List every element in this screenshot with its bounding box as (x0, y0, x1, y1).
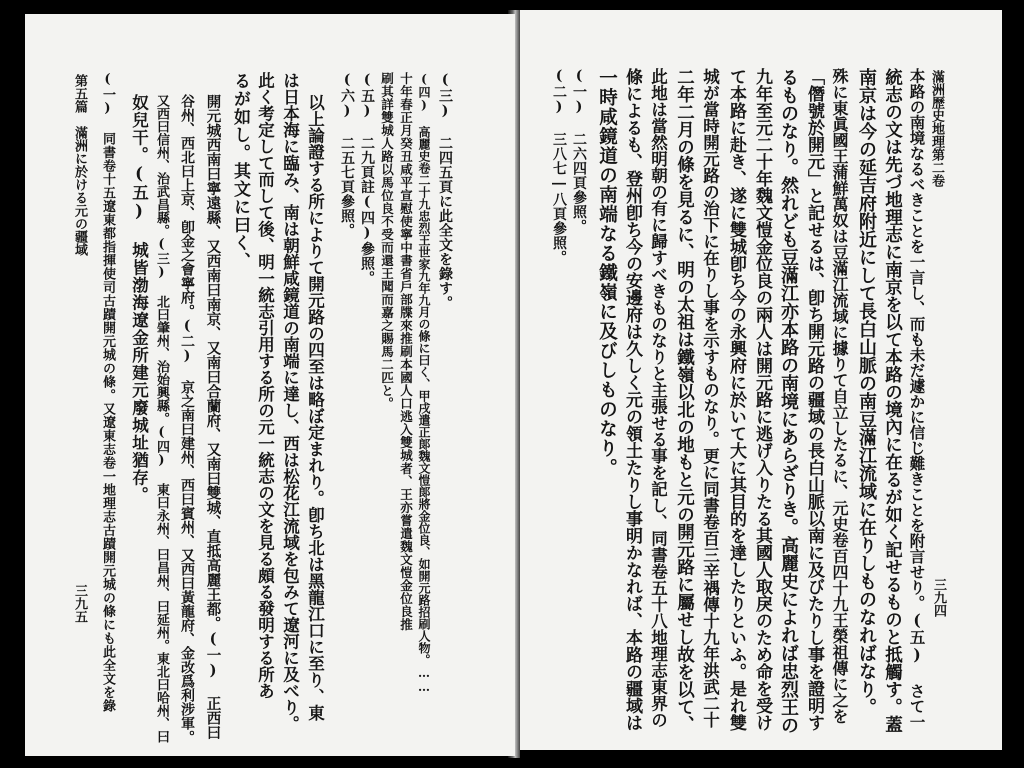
body-line: 南京は今の延吉府附近にして長白山脈の南豆滿江流域に在りしものなればなり。 (856, 68, 877, 716)
body-line: 一時咸鏡道の南端なる鐵嶺に及びしものなり。 (596, 68, 618, 478)
footnote: (六) 二五七頁參照。 (339, 72, 355, 238)
page-number: 三九四 (931, 578, 946, 617)
footnote: (二) 三八七―八頁參照。 (551, 68, 567, 265)
body-line: は日本海に臨み、南は朝鮮咸鏡道の南端に達し、西は松花江流域を包みて遼河に及べり。 (280, 72, 300, 732)
footnote: (一) 同書卷十五遼東都指揮使司古蹟開元城の條。又遼東志卷一地理志古蹟開元城の條にも此全文を錄 (100, 72, 115, 713)
footnote: (一) 二六四頁參照。 (571, 68, 587, 234)
footnote: (四) 高麗史卷二十九忠烈王世家九年九月の條に曰く、甲戌遣正郞魏文愷郞將金位良、如開元路招刷人物。…… (417, 72, 431, 694)
page-number: 三九五 (72, 584, 87, 623)
right-page (520, 10, 1002, 750)
body-line: 此く考定して而して後、明一統志引用する所の元一統志の文を見る頗る發明する所あ (255, 72, 275, 699)
footnote: (三) 二四五頁に此全文を錄す。 (437, 72, 453, 310)
footnote: (五) 二九頁註(四)參照。 (359, 72, 375, 285)
body-line: 「僭號於開元」と記せるは、卽ち開元路の疆域の長白山脈以南に及びたりし事を證明す (804, 68, 824, 731)
body-line: 殊に東眞國王蒲鮮萬奴は豆滿江流域に據りて自立したるに、元史卷百四十九王榮祖傳に之を (830, 68, 849, 724)
quote-line: 開元城西南曰寧遠縣、又西南曰南京、又南曰合蘭府、又南曰雙城、直抵高麗王都。(一) 正西曰 (204, 94, 222, 740)
footnote: 刷其詳雙城人路以馬位良不受而還王聞而嘉之賜馬二匹と。 (379, 72, 395, 410)
body-line: 二年二月の條を見るに、明の太祖は鐵嶺以北の地もと元の開元路に屬せし故を以て、 (674, 68, 695, 733)
body-line: るが如し。其文に曰く、 (230, 72, 250, 270)
body-line: 統志の文は先づ地理志に南京を以て本路の境內に在るが如く記せるものと抵觸す。蓋 (882, 68, 903, 733)
quote-line: 又西曰信州、治武昌縣。(三) 北曰肇州、治始興縣。(四) 東曰永州、曰昌州、曰延州。東北曰哈州、曰 (154, 94, 169, 743)
body-line: 本路の南境なるべきことを一言し、而も未だ遽かに信じ難きことを附言せり。(五) さて一 (907, 68, 927, 730)
body-line: て本路に赴き、遂に雙城卽ち今の永興府に於いて大に其目的を達したりといふ。是れ雙 (726, 68, 746, 731)
body-line: 以上論證する所によりて開元路の四至は略ぼ定まれり。卽ち北は黑龍江口に至り、東 (305, 94, 325, 721)
quote-line: 奴兒干。(五) 城皆渤海遼金所建元廢城址猶存。 (129, 94, 149, 504)
quote-line: 谷州、西北曰上京、卽金之會寧府。(二) 京之南曰建州、西曰賓州、又西曰黃龍府、金改爲利涉軍。 (179, 94, 195, 744)
running-header: 滿洲歷史地理第二卷 (929, 70, 944, 187)
running-footer: 第五篇 滿洲に於ける元の疆域 (72, 74, 87, 256)
body-line: 九年至元二十年魏文愷金位良の兩人は開元路に逃げ入りたる其國人取戾のため命を受け (752, 68, 772, 731)
body-line: るものなり。然れども豆滿江亦本路の南境にあらざりき。高麗史によれば忠烈王の (778, 68, 799, 734)
body-line: 此地は當然明朝の有に歸すべきものなりと主張せる事を記し、同書卷五十八地理志東界の (648, 68, 668, 728)
left-page (25, 14, 515, 756)
footnote: 十年春正月癸丑咸平宣慰使寧中書省戶部牒來推刷本國人口逃入雙城者、王亦嘗遣魏文愷金位良推 (398, 72, 414, 631)
body-line: 條によるも、登州卽ち今の安邊府は久しく元の領土たりし事明かなれば、本路の疆域は (622, 68, 642, 731)
body-line: 城が當時開元路の治下に在りし事を示すものなり。更に同書卷百三辛禑傳十九年洪武二十 (700, 68, 720, 728)
